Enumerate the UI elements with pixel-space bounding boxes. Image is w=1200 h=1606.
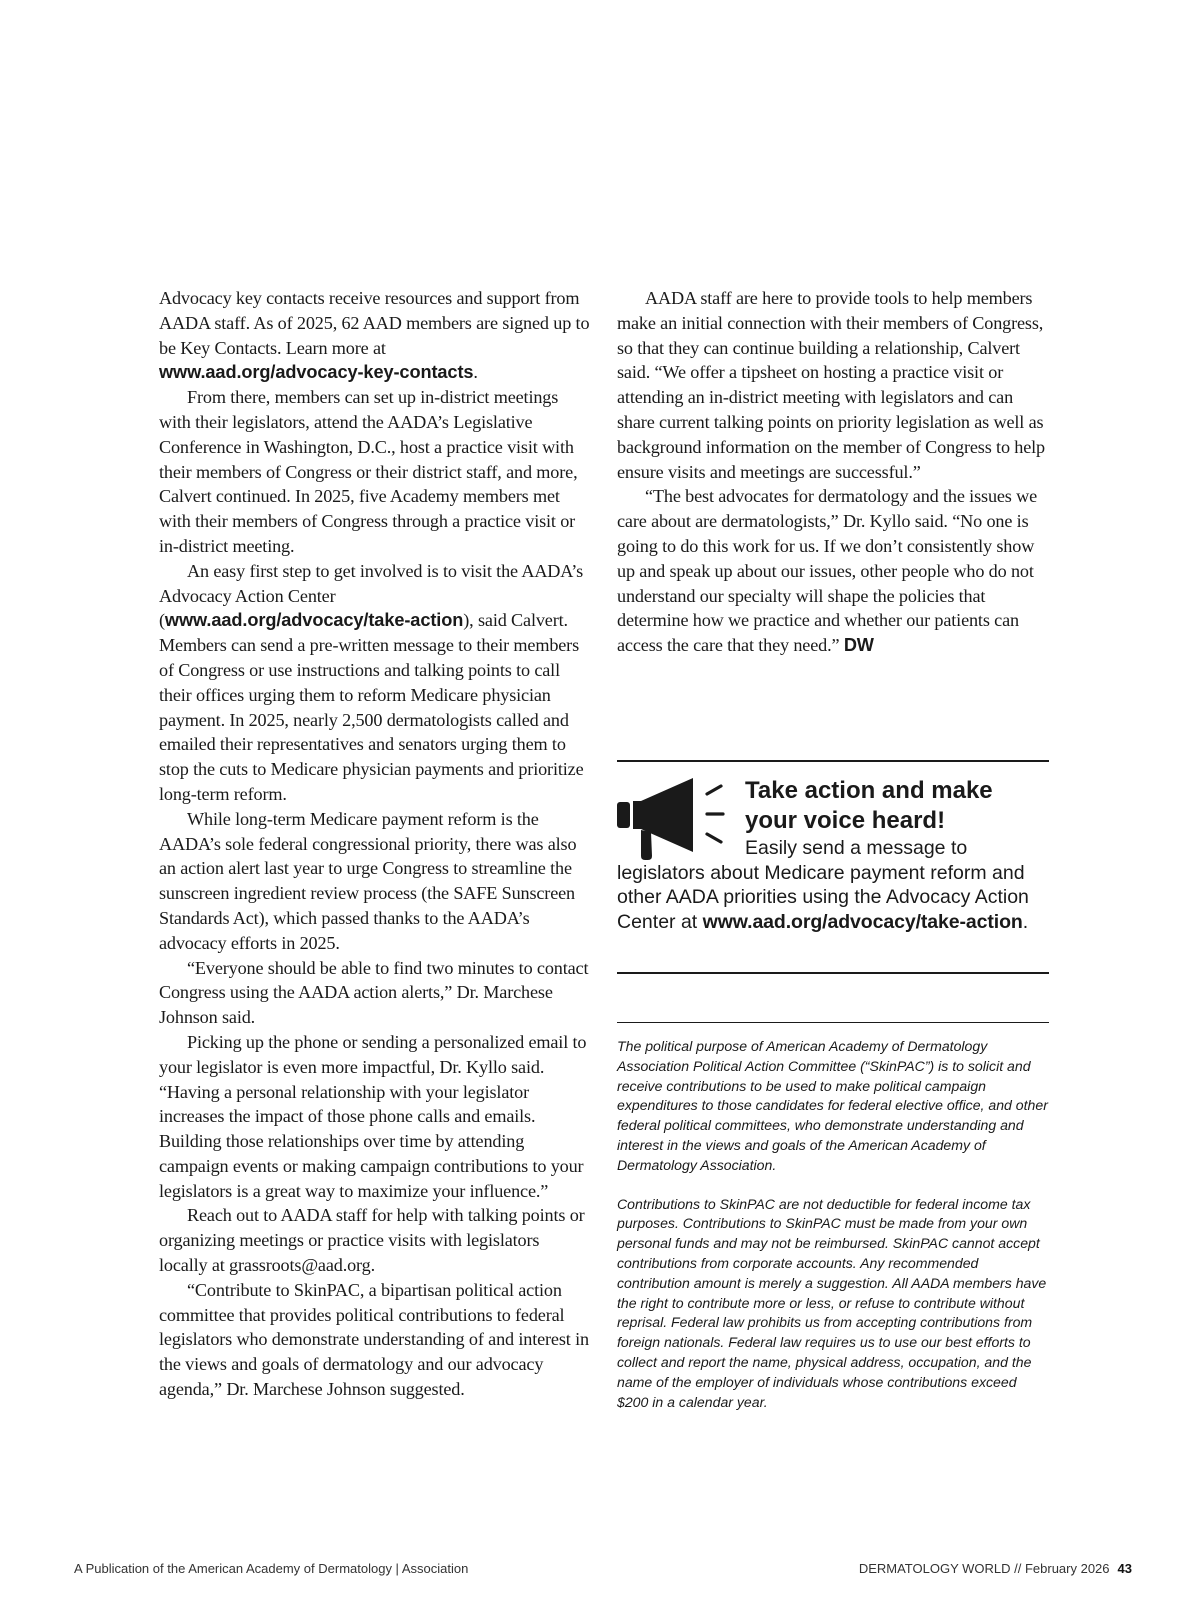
take-action-callout xyxy=(617,760,1049,974)
callout-body xyxy=(617,836,1049,935)
callout-body-text: Easily send a message to xyxy=(745,837,968,859)
paragraph: Reach out to AADA staff for help with talking points or organizing meetings or practice visits with legislators locally at grassroots@aad.org. xyxy=(159,1205,585,1276)
disclaimer-paragraph: Contributions to SkinPAC are not deductible for federal income tax purposes. Contributions to SkinPAC must be made from your own personal funds and may not be reimbursed. SkinPAC cannot accept contributions from corporate accounts. Any recommended contribution amount is merely a suggestion. All AADA members have the right to contribute more or less, or refuse to contribute without reprisal. Federal law prohibits us from accepting contributions from foreign nationals. Federal law requires us to use our best efforts to collect and report the name, physical address, occupation, and the name of the employer of individuals whose contributions exceed $200 in a calendar year. xyxy=(617,1195,1047,1410)
callout-take-action-link[interactable]: www.aad.org/advocacy/take-action xyxy=(702,911,1023,934)
paragraph: “Contribute to SkinPAC, a bipartisan political action committee that provides political contributions to federal legislators who demonstrate understanding of and interest in the views and goals of dermatology and our advocacy agenda,” Dr. Marchese Johnson suggested. xyxy=(159,1279,589,1400)
paragraph-text: An easy first step to get involved is to visit the AADA’s Advocacy Action Center ( xyxy=(159,560,584,631)
take-action-link[interactable]: www.aad.org/advocacy/take-action xyxy=(164,610,464,631)
paragraph: From there, members can set up in-district meetings with their legislators, attend the AADA’s Legislative Conference in Washington, D.C., host a practice visit with their members of Congress or their district staff, and more, Calvert continued. In 2025, five Academy members met with their members of Congress through a practice visit or in-district meeting. xyxy=(159,387,578,556)
article-column-left xyxy=(159,286,591,1402)
paragraph: Picking up the phone or sending a personalized email to your legislator is even more impactful, Dr. Kyllo said. “Having a personal relationship with your legislator increases the impact of those phone calls and emails. Building those relationships over time by attending campaign events or making campaign contributions to your legislators is a great way to maximize your influence.” xyxy=(159,1031,587,1201)
paragraph xyxy=(617,484,1049,658)
footer-issue xyxy=(859,1561,1132,1576)
paragraph: “Everyone should be able to find two minutes to contact Congress using the AADA action alerts,” Dr. Marchese Johnson said. xyxy=(159,957,589,1028)
skinpac-disclaimer xyxy=(617,1022,1049,1412)
article-column-right xyxy=(617,286,1049,658)
paragraph xyxy=(159,286,591,385)
paragraph-text: “The best advocates for dermatology and the issues we care about are dermatologists,” Dr. Kyllo said. “No one is going to do this work for us. If we don’t consistently show up and speak up about our issues, other people who do not understand our specialty will shape the policies that determine how we practice and whether our patients can access the care that they need.” xyxy=(617,486,1038,656)
paragraph-text: . xyxy=(473,362,478,383)
paragraph xyxy=(159,559,591,807)
page-number: 43 xyxy=(1117,1561,1132,1576)
callout-body-text: . xyxy=(1022,911,1029,934)
key-contacts-link[interactable]: www.aad.org/advocacy-key-contacts xyxy=(159,362,474,383)
callout-body-text: legislators about Medicare payment reform and other AADA priorities using the Advocacy Action Center at xyxy=(617,861,1029,934)
paragraph-text: Advocacy key contacts receive resources and support from AADA staff. As of 2025, 62 AAD members are signed up to be Key Contacts. Learn more at xyxy=(159,288,590,358)
paragraph: AADA staff are here to provide tools to help members make an initial connection with their members of Congress, so that they can continue building a relationship, Calvert said. “We offer a tipsheet on hosting a practice visit or attending an in-district meeting with legislators and can share current talking points on priority legislation as well as background information on the member of Congress to help ensure visits and meetings are successful.” xyxy=(617,288,1046,482)
paragraph: While long-term Medicare payment reform is the AADA’s sole federal congressional priority, there was also an action alert last year to urge Congress to streamline the sunscreen ingredient review process (the SAFE Sunscreen Standards Act), which passed thanks to the AADA’s advocacy efforts in 2025. xyxy=(159,808,577,953)
disclaimer-paragraph: The political purpose of American Academy of Dermatology Association Political Action Committee (“SkinPAC”) is to solicit and receive contributions to be used to make political campaign expenditures to those candidates for federal elective office, and other federal political committees, who demonstrate understanding and interest in the views and goals of the American Academy of Dermatology Association. xyxy=(617,1038,1048,1173)
author-signature: DW xyxy=(843,635,874,656)
footer-issue-text: DERMATOLOGY WORLD // February 2026 xyxy=(858,1561,1110,1576)
callout-heading: Take action and make your voice heard! xyxy=(745,777,993,834)
footer-publication: A Publication of the American Academy of Dermatology | Association xyxy=(74,1561,469,1576)
paragraph-text: ), said Calvert. Members can send a pre-written message to their members of Congress or use instructions and talking points to call their offices urging them to reform Medicare physician payment. In 2025, nearly 2,500 dermatologists called and emailed their representatives and senators urging them to stop the cuts to Medicare physician payments and prioritize long-term reform. xyxy=(159,610,584,804)
